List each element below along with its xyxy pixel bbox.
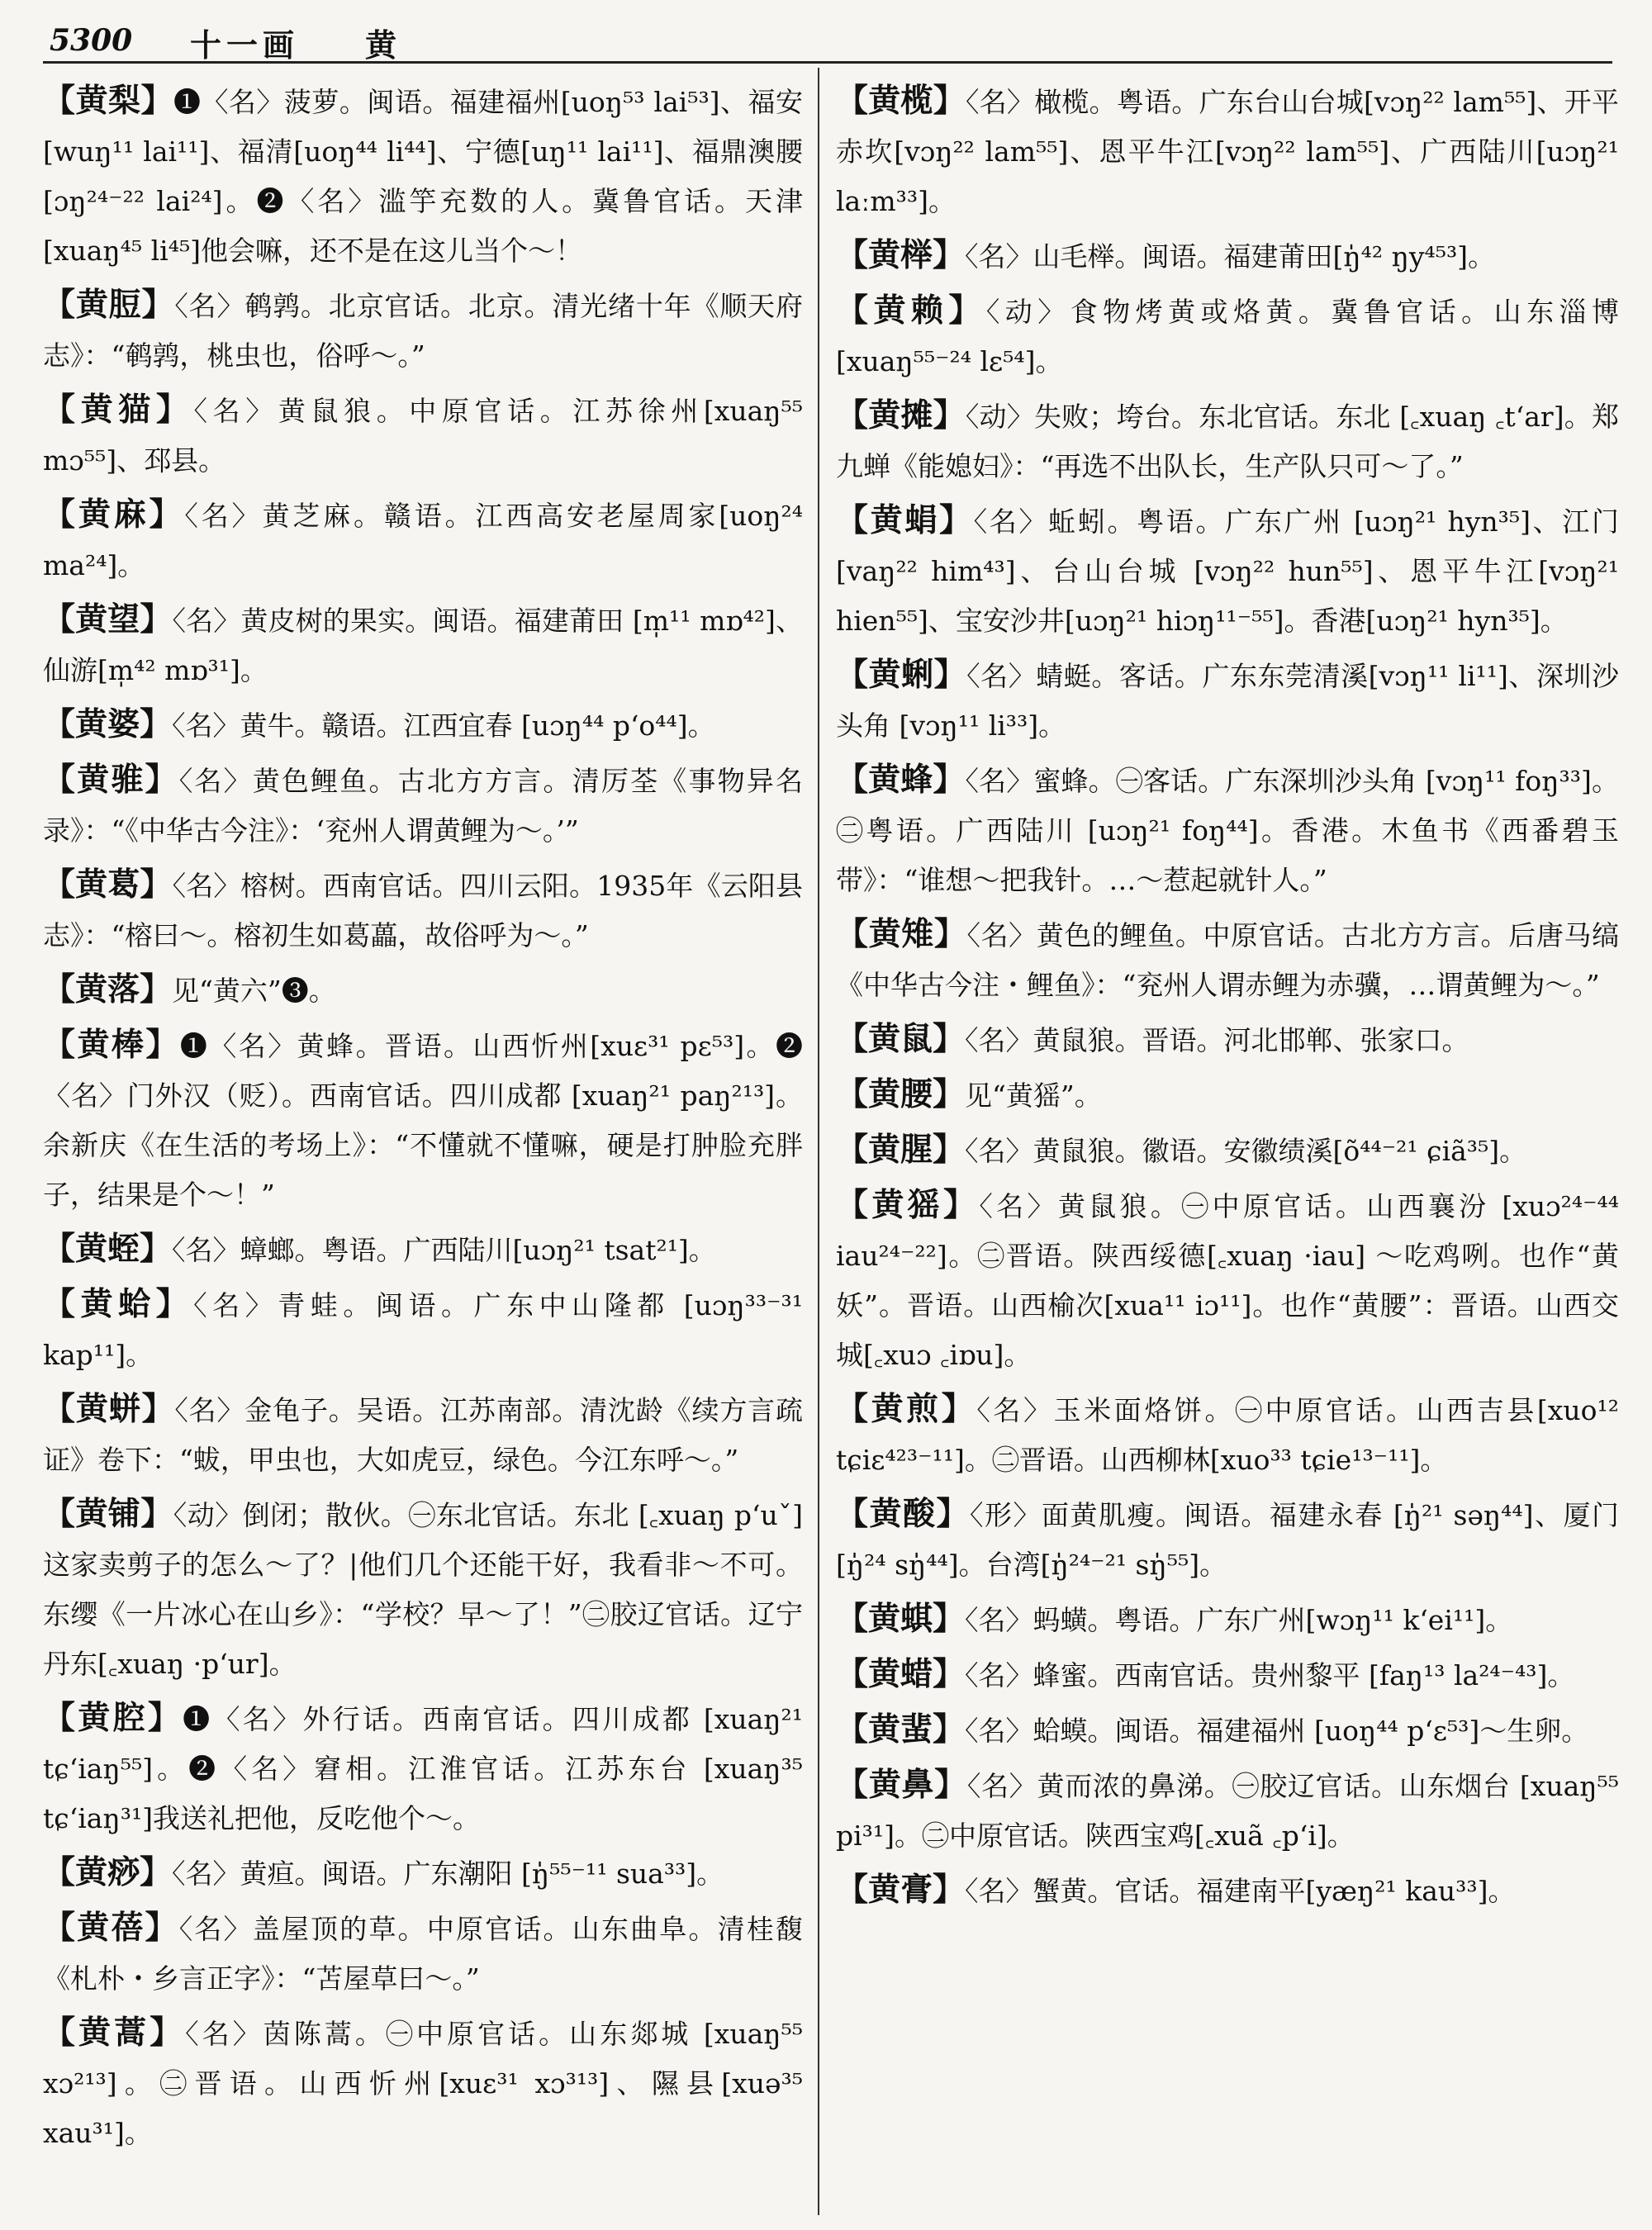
entry-headword: 【黄酸】: [836, 1495, 970, 1533]
dictionary-entry: [43, 1693, 803, 1843]
dictionary-entry: [836, 1180, 1619, 1380]
dictionary-entry: [43, 1848, 803, 1899]
right-column: [836, 76, 1619, 1920]
dictionary-entry: [43, 2008, 803, 2158]
entry-headword: 【黄铺】: [43, 1495, 173, 1533]
entry-headword: 【黄腔】: [43, 1699, 183, 1737]
dictionary-entry: [836, 496, 1619, 646]
dictionary-entry: [836, 1649, 1619, 1701]
dictionary-entry: [836, 1014, 1619, 1065]
entry-definition: 见“黄六”❸。: [172, 975, 336, 1007]
stroke-section: 十一画: [190, 26, 300, 64]
entry-headword: 【黄蜚】: [836, 1710, 966, 1748]
entry-headword: 【黄蜊】: [836, 656, 967, 694]
entry-definition: 〈名〉蟹黄。官话。福建南平[yæŋ²¹ kau³³]。: [965, 1875, 1516, 1907]
dictionary-entry: [43, 1279, 803, 1380]
entry-headword: 【黄棒】: [43, 1026, 180, 1064]
dictionary-entry: [836, 1705, 1619, 1756]
dictionary-entry: [43, 385, 803, 486]
entry-headword: 【黄榉】: [836, 236, 966, 274]
entry-definition: ❶〈名〉外行话。西南官话。四川成都 [xuaŋ²¹ tɕʻiaŋ⁵⁵]。❷〈名〉窘相。江淮官话。江苏东台 [xuaŋ³⁵ tɕʻiaŋ³¹]我送礼把他，反吃他个～。: [43, 1703, 803, 1834]
entry-definition: 见“黄猺”。: [965, 1079, 1102, 1112]
entry-definition: 〈名〉黄芝麻。赣语。江西高安老屋周家[uoŋ²⁴ ma²⁴]。: [43, 500, 803, 581]
dictionary-entry: [836, 1384, 1619, 1485]
dictionary-entry: [836, 1489, 1619, 1590]
entry-definition: 〈名〉黄皮树的果实。闽语。福建莆田 [m̩¹¹ mɒ⁴²]、仙游[m̩⁴² mɒ³¹]。: [43, 605, 803, 686]
entry-headword: 【黄望】: [43, 600, 173, 638]
dictionary-entry: [43, 1489, 803, 1689]
entry-headword: 【黄蛤】: [43, 1285, 194, 1323]
entry-definition: 〈名〉蜂蜜。西南官话。贵州黎平 [faŋ¹³ la²⁴⁻⁴³]。: [965, 1659, 1575, 1691]
dictionary-entry: [43, 1020, 803, 1220]
entry-definition: 〈名〉黄色的鲤鱼。中原官话。古北方方言。后唐马缟《中华古今注・鲤鱼》：“兖州人谓赤鲤为赤骥，…谓黄鲤为～。”: [836, 919, 1619, 1001]
dictionary-entry: [836, 1125, 1619, 1176]
entry-headword: 【黄蛭】: [43, 1230, 173, 1268]
entry-definition: ❶〈名〉黄蜂。晋语。山西忻州[xuɛ³¹ pɛ⁵³]。❷〈名〉门外汉（贬）。西南官话。四川成都 [xuaŋ²¹ paŋ²¹³]。余新庆《在生活的考场上》：“不懂就不懂嘛，硬是打肿脸充胖子，结果是个～！”: [43, 1030, 803, 1211]
entry-definition: 〈名〉鹌鹑。北京官话。北京。清光绪十年《顺天府志》：“鹌鹑，桃虫也，俗呼～。”: [43, 290, 803, 372]
dictionary-entry: [836, 909, 1619, 1010]
entry-headword: 【黄猫】: [43, 391, 194, 429]
entry-headword: 【黄骓】: [43, 761, 179, 799]
page-number: 5300: [50, 23, 133, 58]
dictionary-entry: [43, 860, 803, 961]
entry-definition: 〈名〉黄鼠狼。徽语。安徽绩溪[õ⁴⁴⁻²¹ ɕiã³⁵]。: [965, 1135, 1527, 1167]
dictionary-entry: [43, 700, 803, 751]
entry-definition: 〈名〉黄疸。闽语。广东潮阳 [ŋ̍⁵⁵⁻¹¹ sua³³]。: [172, 1858, 724, 1890]
entry-definition: ❶〈名〉菠萝。闽语。福建福州[uoŋ⁵³ lai⁵³]、福安[wuŋ¹¹ lai¹¹]、福清[uoŋ⁴⁴ li⁴⁴]、宁德[uŋ¹¹ lai¹¹]、福鼎澳腰 [ɔŋ²⁴⁻²² lai²⁴]。❷〈名〉滥竽充数的人。冀鲁官话。天津[xuaŋ⁴⁵ li⁴⁵]他会嘛，还不是在这儿当个～！: [43, 86, 803, 267]
entry-definition: 〈动〉食物烤黄或烙黄。冀鲁官话。山东淄博 [xuaŋ⁵⁵⁻²⁴ lɛ⁵⁴]。: [836, 296, 1619, 377]
column-divider: [818, 68, 819, 2215]
dictionary-entry: [836, 1865, 1619, 1916]
entry-definition: 〈名〉蟑螂。粤语。广西陆川[uɔŋ²¹ tsat²¹]。: [172, 1234, 716, 1266]
entry-definition: 〈名〉玉米面烙饼。㊀中原官话。山西吉县[xuo¹² tɕiɛ⁴²³⁻¹¹]。㊁晋语。山西柳林[xuo³³ tɕie¹³⁻¹¹]。: [836, 1394, 1619, 1476]
dictionary-entry: [43, 1224, 803, 1275]
entry-definition: 〈动〉倒闭；散伙。㊀东北官话。东北 [꜀xuaŋ pʻuˇ]这家卖剪子的怎么～了？|他们几个还能干好，我看非～不可。东缨《一片冰心在山乡》：“学校？早～了！”㊁胶辽官话。辽宁丹东[꜀xuaŋ ·pʻur]。: [43, 1499, 803, 1680]
entry-definition: 〈名〉黄鼠狼。中原官话。江苏徐州[xuaŋ⁵⁵ mɔ⁵⁵]、邳县。: [43, 395, 803, 477]
dictionary-entry: [43, 595, 803, 695]
entry-headword: 【黄鼻】: [836, 1766, 967, 1804]
page-header: [43, 18, 1612, 64]
dictionary-entry: [43, 76, 803, 276]
entry-definition: 〈名〉蜻蜓。客话。广东东莞清溪[vɔŋ¹¹ li¹¹]、深圳沙头角 [vɔŋ¹¹ li³³]。: [836, 660, 1619, 742]
dictionary-entry: [836, 230, 1619, 282]
entry-definition: 〈名〉黄牛。赣语。江西宜春 [uɔŋ⁴⁴ pʻo⁴⁴]。: [172, 709, 715, 742]
entry-headword: 【黄蜞】: [836, 1600, 966, 1638]
left-column: [43, 76, 803, 2162]
entry-headword: 【黄赖】: [836, 292, 986, 330]
dictionary-entry: [836, 1760, 1619, 1861]
entry-headword: 【黄雉】: [836, 915, 967, 953]
dictionary-entry: [43, 965, 803, 1016]
dictionary-entry: [43, 755, 803, 856]
entry-definition: 〈形〉面黄肌瘦。闽语。福建永春 [ŋ̍²¹ səŋ⁴⁴]、厦门[ŋ̍²⁴ sŋ̍⁴⁴]。台湾[ŋ̍²⁴⁻²¹ sŋ̍⁵⁵]。: [836, 1499, 1619, 1581]
dictionary-entry: [836, 755, 1619, 905]
entry-definition: 〈名〉盖屋顶的草。中原官话。山东曲阜。清桂馥《札朴・乡言正字》：“苫屋草曰～。”: [43, 1913, 803, 1995]
entry-headword: 【黄腥】: [836, 1131, 966, 1169]
dictionary-entry: [836, 286, 1619, 387]
entry-headword: 【黄麻】: [43, 496, 185, 534]
entry-headword: 【黄榄】: [836, 82, 966, 120]
dictionary-entry: [43, 1903, 803, 2004]
entry-definition: 〈名〉蚯蚓。粤语。广东广州 [uɔŋ²¹ hyn³⁵]、江门[vaŋ²² him⁴³]、台山台城 [vɔŋ²² hun⁵⁵]、恩平牛江[vɔŋ²¹ hien⁵⁵]、宝安沙井[uɔŋ²¹ hiɔŋ¹¹⁻⁵⁵]。香港[uɔŋ²¹ hyn³⁵]。: [836, 505, 1619, 637]
entry-headword: 【黄蜂】: [836, 761, 966, 799]
entry-definition: 〈名〉黄而浓的鼻涕。㊀胶辽官话。山东烟台 [xuaŋ⁵⁵ pi³¹]。㊁中原官话。陕西宝鸡[꜀xuã ꜀pʻi]。: [836, 1770, 1619, 1852]
entry-headword: 【黄摊】: [836, 396, 966, 434]
entry-definition: 〈名〉蛤蟆。闽语。福建福州 [uoŋ⁴⁴ pʻɛ⁵³]～生卵。: [965, 1715, 1589, 1747]
entry-headword: 【黄蛢】: [43, 1390, 175, 1428]
dictionary-entry: [43, 490, 803, 591]
entry-definition: 〈名〉黄鼠狼。晋语。河北邯郸、张家口。: [965, 1024, 1469, 1056]
entry-headword: 【黄腰】: [836, 1075, 966, 1113]
entry-headword: 【黄蜡】: [836, 1655, 966, 1693]
entry-headword: 【黄蒿】: [43, 2014, 186, 2052]
entry-definition: 〈名〉青蛙。闽语。广东中山隆都 [uɔŋ³³⁻³¹ kap¹¹]。: [43, 1289, 803, 1371]
dictionary-entry: [836, 391, 1619, 491]
dictionary-entry: [43, 1384, 803, 1485]
entry-definition: 〈名〉橄榄。粤语。广东台山台城[vɔŋ²² lam⁵⁵]、开平赤坎[vɔŋ²² lam⁵⁵]、恩平牛江[vɔŋ²² lam⁵⁵]、广西陆川[uɔŋ²¹ laːm³³]。: [836, 86, 1619, 217]
entry-definition: 〈名〉茵陈蒿。㊀中原官话。山东郯城 [xuaŋ⁵⁵ xɔ²¹³]。㊁晋语。山西忻州[xuɛ³¹ xɔ³¹³]、隰县[xuə³⁵ xau³¹]。: [43, 2018, 803, 2149]
dictionary-entry: [836, 76, 1619, 226]
entry-definition: 〈名〉山毛榉。闽语。福建莆田[ŋ̍⁴² ŋy⁴⁵³]。: [965, 240, 1496, 273]
entry-headword: 【黄葛】: [43, 866, 173, 904]
entry-headword: 【黄痧】: [43, 1853, 173, 1891]
entry-headword: 【黄婆】: [43, 705, 173, 743]
entry-definition: 〈名〉蚂蟥。粤语。广东广州[wɔŋ¹¹ kʻei¹¹]。: [965, 1604, 1513, 1636]
entry-headword: 【黄鼠】: [836, 1020, 966, 1058]
dictionary-entry: [836, 1594, 1619, 1645]
dictionary-entry: [836, 650, 1619, 751]
entry-headword: 【黄梨】: [43, 82, 173, 120]
entry-headword: 【黄蓓】: [43, 1909, 179, 1947]
dictionary-entry: [836, 1070, 1619, 1121]
entry-headword: 【黄膏】: [836, 1871, 966, 1909]
entry-headword: 【黄脰】: [43, 286, 175, 324]
entry-definition: 〈名〉榕树。西南官话。四川云阳。1935年《云阳县志》：“榕曰～。榕初生如葛藟，故俗呼为～。”: [43, 870, 803, 951]
entry-headword: 【黄蜎】: [836, 501, 974, 539]
dictionary-entry: [43, 280, 803, 381]
entry-headword: 【黄落】: [43, 970, 173, 1008]
entry-definition: 〈动〉失败；垮台。东北官话。东北 [꜀xuaŋ ꜀tʻar]。郑九蝉《能媳妇》：“再选不出队长，生产队只可～了。”: [836, 401, 1619, 482]
entry-definition: 〈名〉黄鼠狼。㊀中原官话。山西襄汾 [xuɔ²⁴⁻⁴⁴ iau²⁴⁻²²]。㊁晋语。陕西绥德[꜀xuaŋ ·iau] ～吃鸡咧。也作“黄妖”。晋语。山西榆次[xua¹¹ iɔ¹¹]。也作“黄腰”：晋语。山西交城[꜀xuɔ ꜀iɒu]。: [836, 1190, 1619, 1371]
entry-headword: 【黄猺】: [836, 1186, 980, 1224]
entry-definition: 〈名〉蜜蜂。㊀客话。广东深圳沙头角 [vɔŋ¹¹ foŋ³³]。㊁粤语。广西陆川 [uɔŋ²¹ foŋ⁴⁴]。香港。木鱼书《西番碧玉带》：“谁想～把我针。…～惹起就针人。”: [836, 765, 1619, 896]
radical-heading: 黄: [365, 26, 397, 64]
entry-headword: 【黄煎】: [836, 1390, 977, 1428]
entry-definition: 〈名〉黄色鲤鱼。古北方方言。清厉荃《事物异名录》：“《中华古今注》：‘兖州人谓黄鲤为～。’”: [43, 765, 803, 847]
entry-definition: 〈名〉金龟子。吴语。江苏南部。清沈龄《续方言疏证》卷下：“蛂，甲虫也，大如虎豆，绿色。今江东呼～。”: [43, 1394, 803, 1476]
